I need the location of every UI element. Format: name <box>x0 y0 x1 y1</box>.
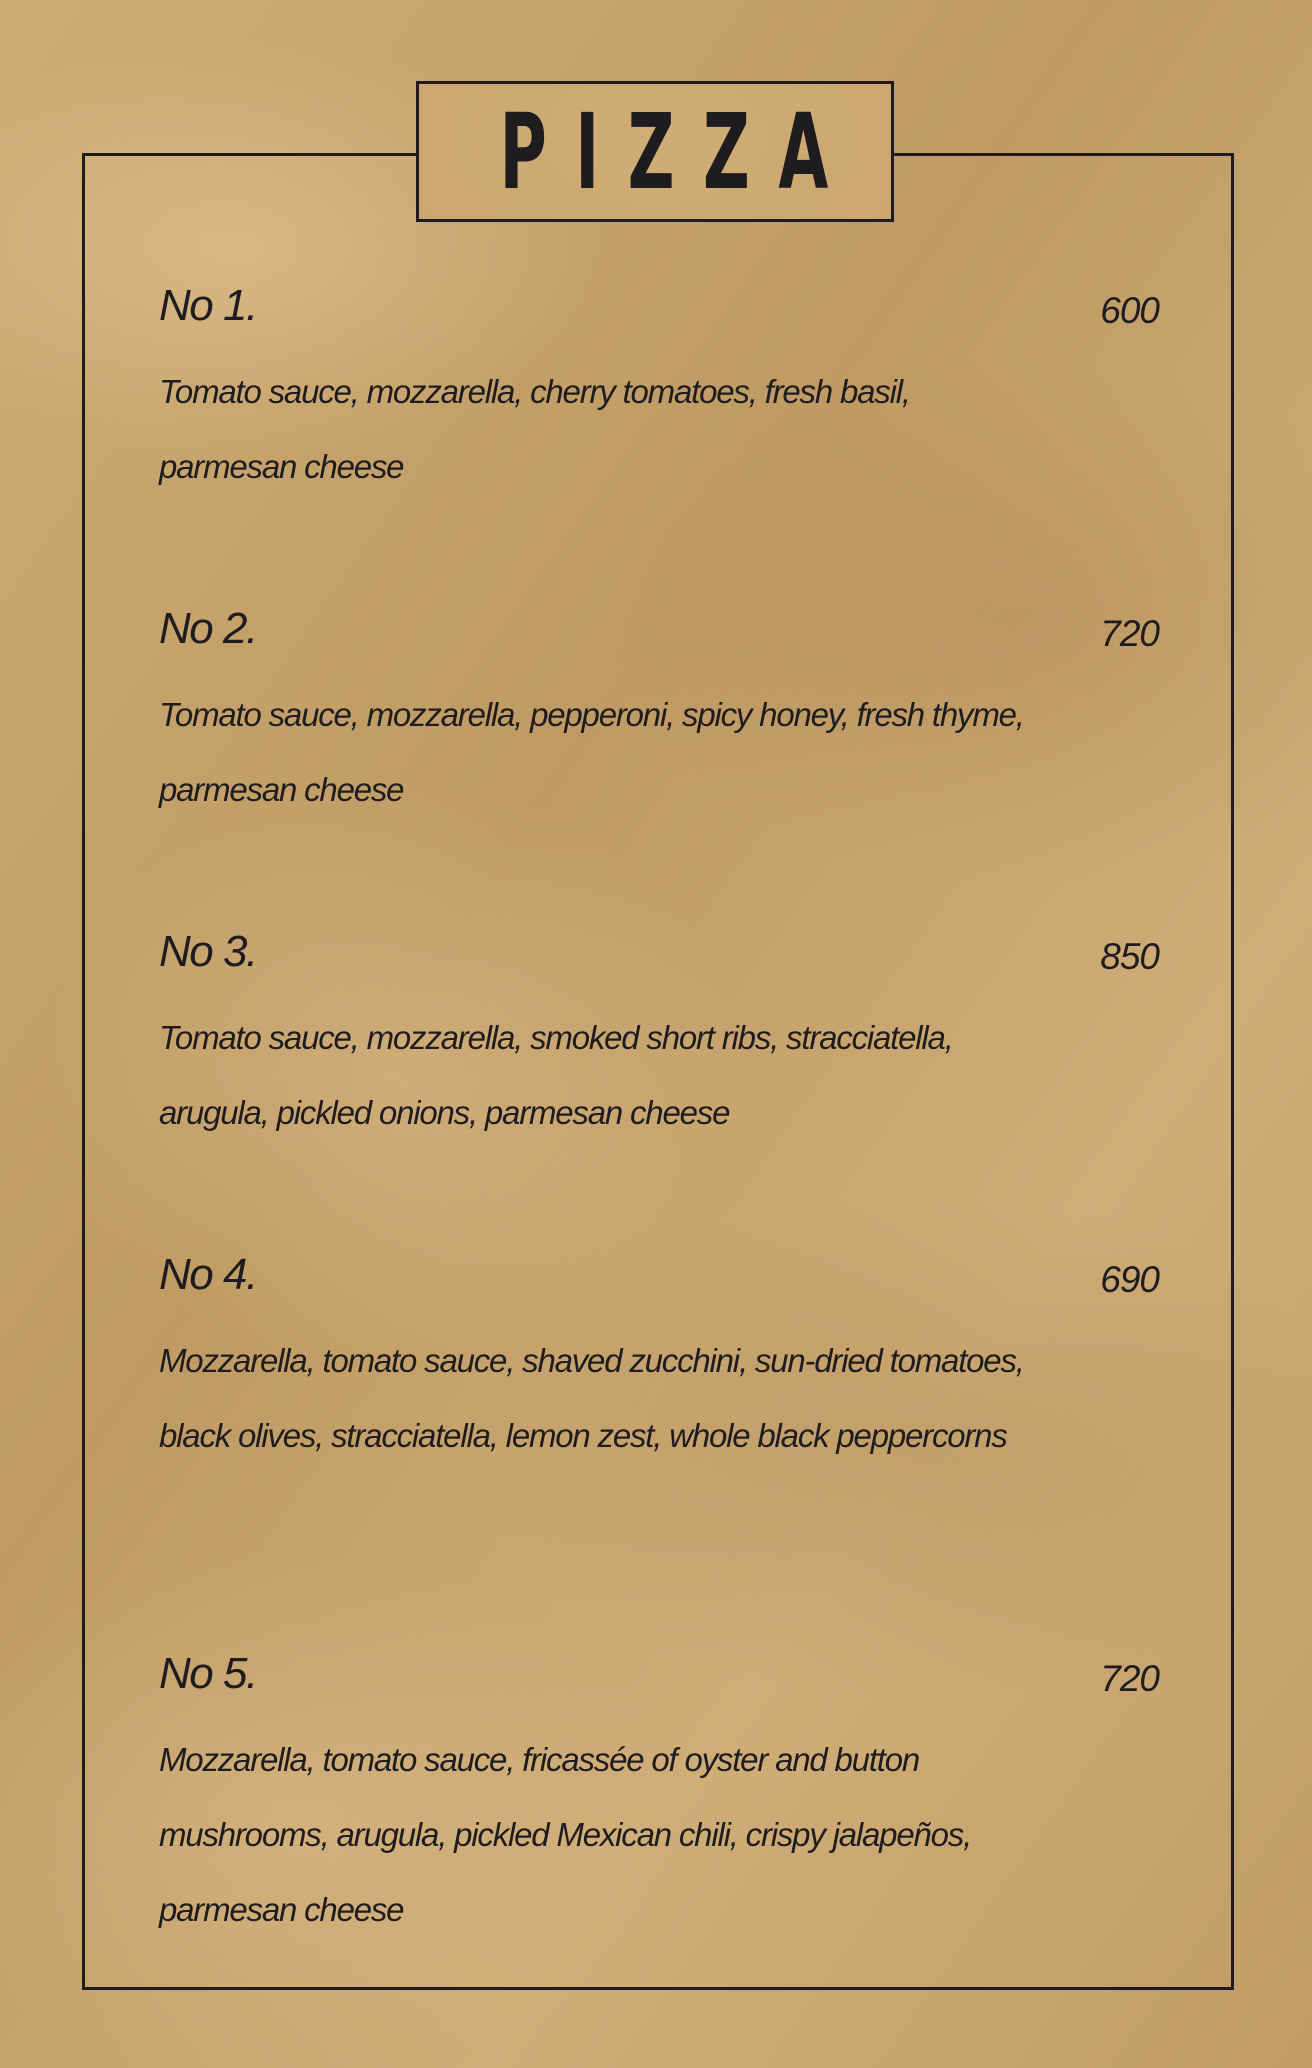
menu-item-description: Tomato sauce, mozzarella, smoked short ribs, stracciatella, arugula, pickled onions, parmesan cheese <box>159 1019 953 1131</box>
menu-item-price: 690 <box>1100 1259 1159 1300</box>
menu-item-name: No 4. <box>159 1250 257 1299</box>
menu-item-description: Tomato sauce, mozzarella, cherry tomatoes, fresh basil, parmesan cheese <box>159 373 910 485</box>
menu-item-name: No 2. <box>159 604 257 653</box>
menu-item-description: Tomato sauce, mozzarella, pepperoni, spicy honey, fresh thyme, parmesan cheese <box>159 696 1024 808</box>
menu-item-name: No 1. <box>159 281 257 330</box>
menu-item-price: 720 <box>1100 1658 1159 1699</box>
title-box <box>416 81 894 222</box>
menu-item-name: No 5. <box>159 1649 257 1698</box>
menu-title: PIZZA <box>499 90 857 213</box>
menu-item-price: 850 <box>1100 936 1159 977</box>
menu-item-price: 600 <box>1100 290 1159 331</box>
menu-item-description: Mozzarella, tomato sauce, fricassée of oyster and button mushrooms, arugula, pickled Mexican chili, crispy jalapeños, parmesan cheese <box>159 1741 972 1928</box>
menu-item-description: Mozzarella, tomato sauce, shaved zucchini, sun-dried tomatoes, black olives, stracciatella, lemon zest, whole black peppercorns <box>159 1342 1024 1454</box>
menu-item-name: No 3. <box>159 927 257 976</box>
menu-item-price: 720 <box>1100 613 1159 654</box>
